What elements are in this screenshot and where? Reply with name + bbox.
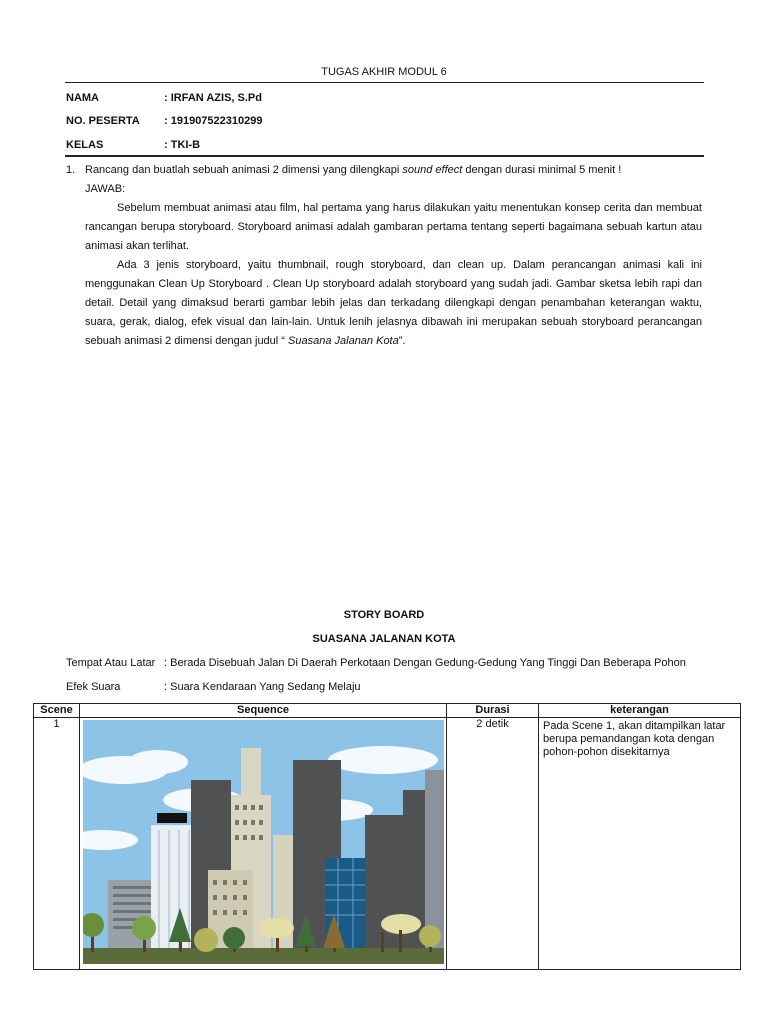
column-header-duration: Durasi: [447, 704, 539, 718]
answer-paragraph-2: [85, 256, 702, 351]
duration: 2 detik: [447, 718, 539, 970]
question-text-italic: sound effect: [402, 164, 463, 176]
question-text-part: Rancang dan buatlah sebuah animasi 2 dimensi yang dilengkapi: [85, 164, 403, 176]
question-number: 1.: [66, 164, 76, 176]
header-rule-bottom: [65, 155, 704, 157]
setting-label: Tempat Atau Latar: [66, 657, 156, 669]
sequence-cell: [80, 718, 447, 970]
field-value: : IRFAN AZIS, S.Pd: [164, 92, 262, 104]
field-value: : 191907522310299: [164, 115, 263, 127]
sound-value: : Suara Kendaraan Yang Sedang Melaju: [164, 681, 361, 693]
sound-label: Efek Suara: [66, 681, 121, 693]
answer-label: JAWAB:: [85, 183, 126, 195]
answer-paragraph-1: Sebelum membuat animasi atau film, hal pertama yang harus dilakukan yaitu menentukan konsep cerita dan membuat rancangan berupa storyboard. Storyboard animasi adalah gambaran pertama tentang seperti bagaimana sebuah kartun atau animasi akan terlihat.: [85, 202, 702, 252]
building-roof: [157, 813, 187, 823]
paragraph-text: ”.: [398, 335, 406, 347]
setting-value: : Berada Disebuah Jalan Di Daerah Perkotaan Dengan Gedung-Gedung Yang Tinggi Dan Beberapa Pohon: [164, 657, 686, 669]
column-header-sequence: Sequence: [80, 704, 447, 718]
column-header-scene: Scene: [34, 704, 80, 718]
storyboard-heading: STORY BOARD: [343, 609, 425, 621]
table-header-row: [34, 704, 741, 718]
paragraph-text: Ada 3 jenis storyboard, yaitu thumbnail, rough storyboard, dan clean up. Dalam perancangan animasi kali ini menggunakan Clean Up Storyboard . Clean Up storyboard adalah storyboard yang sudah jadi. Gambar sketsa lebih rapi dan detail. Detail yang dimaksud berarti gambar lebih jelas dan terkadang dilengkapi dengan penambahan keterangan waktu, suara, gerak, dialog, efek visual dan lain-lain. Untuk lenih jelasnya dibawah ini merupakan sebuah storyboard perancangan sebuah animasi 2 dimensi dengan judul “: [85, 259, 702, 347]
storyboard-table: [33, 703, 741, 970]
question-text-part: dengan durasi minimal 5 menit !: [462, 164, 622, 176]
ground: [83, 948, 444, 964]
scene-number: 1: [34, 718, 80, 970]
field-value: : TKI-B: [164, 139, 201, 151]
field-label: NAMA: [66, 92, 99, 104]
city-scene-illustration: [83, 720, 444, 964]
notes: Pada Scene 1, akan ditampilkan latar berupa pemandangan kota dengan pohon-pohon disekitarnya: [539, 718, 741, 970]
question-text: [85, 164, 621, 176]
header-rule-top: [65, 82, 704, 83]
field-label: NO. PESERTA: [66, 115, 140, 127]
field-label: KELAS: [66, 139, 104, 151]
storyboard-subheading: SUASANA JALANAN KOTA: [312, 633, 456, 645]
table-row: [34, 718, 741, 970]
document-title: TUGAS AKHIR MODUL 6: [321, 66, 447, 78]
storyboard-title-italic: Suasana Jalanan Kota: [288, 335, 399, 347]
tower-spire: [241, 748, 261, 798]
column-header-notes: keterangan: [539, 704, 741, 718]
